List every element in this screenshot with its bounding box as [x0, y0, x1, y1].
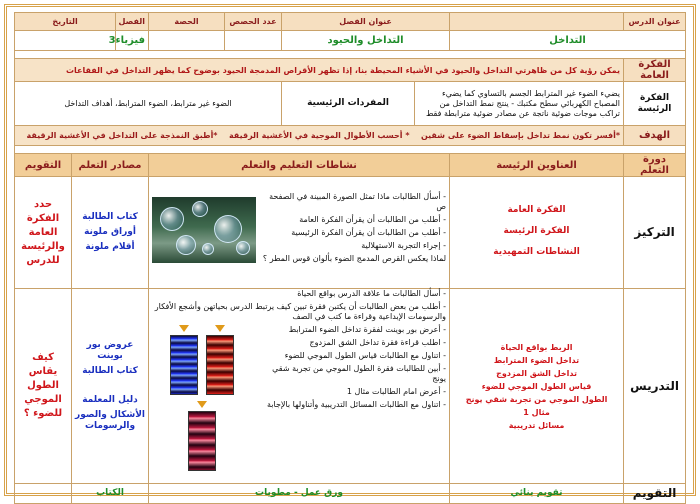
col-cycle: دورة التعلم [624, 154, 686, 177]
periods-value [225, 31, 282, 51]
teach-activities [149, 289, 450, 484]
class-label: الحصة [149, 13, 225, 31]
spacer-row [15, 51, 686, 59]
bubble [202, 243, 214, 255]
vocab-label: المفردات الرئيسية [282, 82, 415, 126]
focus-resources [72, 177, 149, 289]
lesson-plan-table [14, 12, 686, 504]
evaluation-resources: الكتاب [72, 484, 149, 504]
col-resources: مصادر التعلم [72, 154, 149, 177]
focus-activity-5: لماذا يعكس القرص المدمج الضوء بألوان قوس المطر ؟ [262, 254, 447, 263]
teach-heading-4: قياس الطول الموجي للضوء [481, 381, 592, 391]
pattern-indicator [179, 325, 189, 332]
teach-activity-1: - أسأل الطالبات ما علاقة الدرس بواقع الحياة [297, 289, 447, 298]
teach-heading-7: مسائل تدريبية [508, 420, 565, 430]
soap-bubbles-image [152, 197, 256, 263]
teach-resource-2: كتاب الطالبة [82, 366, 138, 376]
teach-activity-4: - اطلب قراءة فقرة تداخل الشق المزدوج [309, 338, 447, 347]
teach-resource-3: دليل المعلمة [82, 395, 138, 405]
focus-activity-4: - إجراء التجربة الاستهلالية [361, 241, 447, 250]
bubble [176, 235, 196, 255]
main-idea-label: الفكرة الرئيسة [624, 82, 686, 126]
pink-interference-pattern [188, 411, 216, 471]
spacer-row-2 [15, 146, 686, 154]
focus-heading-3: النشاطات التمهيدية [493, 247, 580, 257]
focus-activity-1: - أسأل الطالبات ماذا تمثل الصورة المبينة في الصفحة ص [269, 192, 447, 211]
pattern-indicator [215, 325, 225, 332]
focus-resource-3: أقلام ملونة [85, 242, 135, 252]
objective-item-1: *أفسر تكون نمط تداخل بإسقاط الضوء على شقين [420, 130, 621, 140]
lesson-title-label-ext [450, 13, 624, 31]
focus-headings [450, 177, 624, 289]
blue-interference-pattern [170, 335, 198, 395]
lesson-title-label: عنوان الدرس [624, 13, 686, 31]
focus-resource-1: كتاب الطالبة [82, 212, 138, 222]
term-label: الفصل [116, 13, 149, 31]
teach-heading-2: تداخل الضوء المترابط [493, 355, 580, 365]
periods-label: عدد الحصص [225, 13, 282, 31]
teach-activity-3: - أعرض بور بوينت لفقرة تداخل الضوء المترابط [288, 325, 447, 334]
teach-resource-4: الأشكال والصور والرسومات [75, 410, 145, 431]
vocab-text: الضوء غير مترابط، الضوء المترابط، أهداف التداخل [15, 82, 282, 126]
general-idea-text: يمكن رؤية كل من ظاهرتي التداخل والحيود في الأشياء المحيطة بنا، إذا تظهر الأقراص المدمجة الحيود بوضوح كما يظهر التداخل في الفقاعات [15, 59, 624, 82]
col-headings: العناوين الرئيسة [450, 154, 624, 177]
stage-focus: التركيز [624, 177, 686, 289]
bubble [192, 201, 208, 217]
teach-heading-6: مثال 1 [523, 407, 550, 417]
stage-evaluation: التقويم [624, 484, 686, 504]
focus-activity-3: - أطلب من الطالبات أن يقرأن الفكرة الرئيسية [291, 228, 447, 237]
focus-activity-2: - أطلب من الطالبات أن يقرأن الفكرة العامة [299, 215, 447, 224]
stage-teach: التدريس [624, 289, 686, 484]
evaluation-assessment [15, 484, 72, 504]
teach-resources [72, 289, 149, 484]
focus-heading-1: الفكرة العامة [507, 205, 566, 215]
class-value [149, 31, 225, 51]
focus-assessment: حدد الفكرة العامة والرئيسة للدرس [15, 177, 72, 289]
term-value: فيزياء3 [116, 31, 149, 51]
evaluation-headings: تقويم بنائي [450, 484, 624, 504]
unit-title-label: عنوان الفصل [282, 13, 450, 31]
teach-heading-3: تداخل الشق المزدوج [496, 368, 577, 378]
teach-resource-1: عروض بور بوينت [86, 340, 134, 361]
main-idea-text: يضيء الضوء غير المترابط الجسم بالتساوي كما يضيء المصباح الكهربائي سطح مكتبك - ينتج نمط التداخل من تراكب موجات ضوئية ناتجة عن مصادر ضوئية مترابطة فقط [415, 82, 624, 126]
teach-heading-5: الطول الموجي من تجربة شقي يونج [465, 394, 608, 404]
general-idea-label: الفكرة العامة [624, 59, 686, 82]
pattern-indicator [197, 401, 207, 408]
teach-heading-1: الربط بواقع الحياة [500, 342, 573, 352]
teach-assessment: كيف يقاس الطول الموجي للضوء ؟ [15, 289, 72, 484]
objective-item-2: * أحسب الأطوال الموجية في الأغشية الرقيقة [228, 130, 410, 140]
evaluation-activities: ورق عمل - مطويات [149, 484, 450, 504]
teach-activity-8: - اتناول مع الطالبات المسائل التدريبية وأتناولها بالإجابة [267, 400, 447, 409]
bubble [214, 215, 242, 243]
focus-resource-2: أوراق ملونة [84, 227, 136, 237]
unit-title-value: التداخل والحيود [282, 31, 450, 51]
teach-activity-7: - أعرض امام الطالبات مثال 1 [346, 387, 447, 396]
teach-headings [450, 289, 624, 484]
focus-heading-2: الفكرة الرئيسة [503, 226, 570, 236]
date-value [15, 31, 116, 51]
bubble [236, 241, 250, 255]
focus-activities [149, 177, 450, 289]
col-activities: نشاطات التعليم والتعلم [149, 154, 450, 177]
teach-activity-2: - أطلب من بعض الطالبات أن يكتبن فقرة تبين كيف يرتبط الدرس بحياتهن وأشجع الأفكار والرسومات الإبداعية وقراءة ما كتب في الصف [154, 302, 447, 321]
lesson-title-value: التداخل [450, 31, 686, 51]
objectives-label: الهدف [624, 126, 686, 146]
red-interference-pattern [206, 335, 234, 395]
objective-item-3: *أطبق النمذجة على التداخل في الأغشية الرقيقة [26, 130, 218, 140]
col-assessment: التقويم [15, 154, 72, 177]
interference-patterns-image [152, 325, 252, 477]
objectives-list [15, 126, 624, 146]
teach-activity-5: - اتناول مع الطالبات قياس الطول الموجي للضوء [284, 351, 447, 360]
teach-activity-6: - أبين للطالبات فقرة الطول الموجي من تجربة شقي يونج [272, 364, 447, 383]
bubble [160, 207, 184, 231]
date-label: التاريخ [15, 13, 116, 31]
